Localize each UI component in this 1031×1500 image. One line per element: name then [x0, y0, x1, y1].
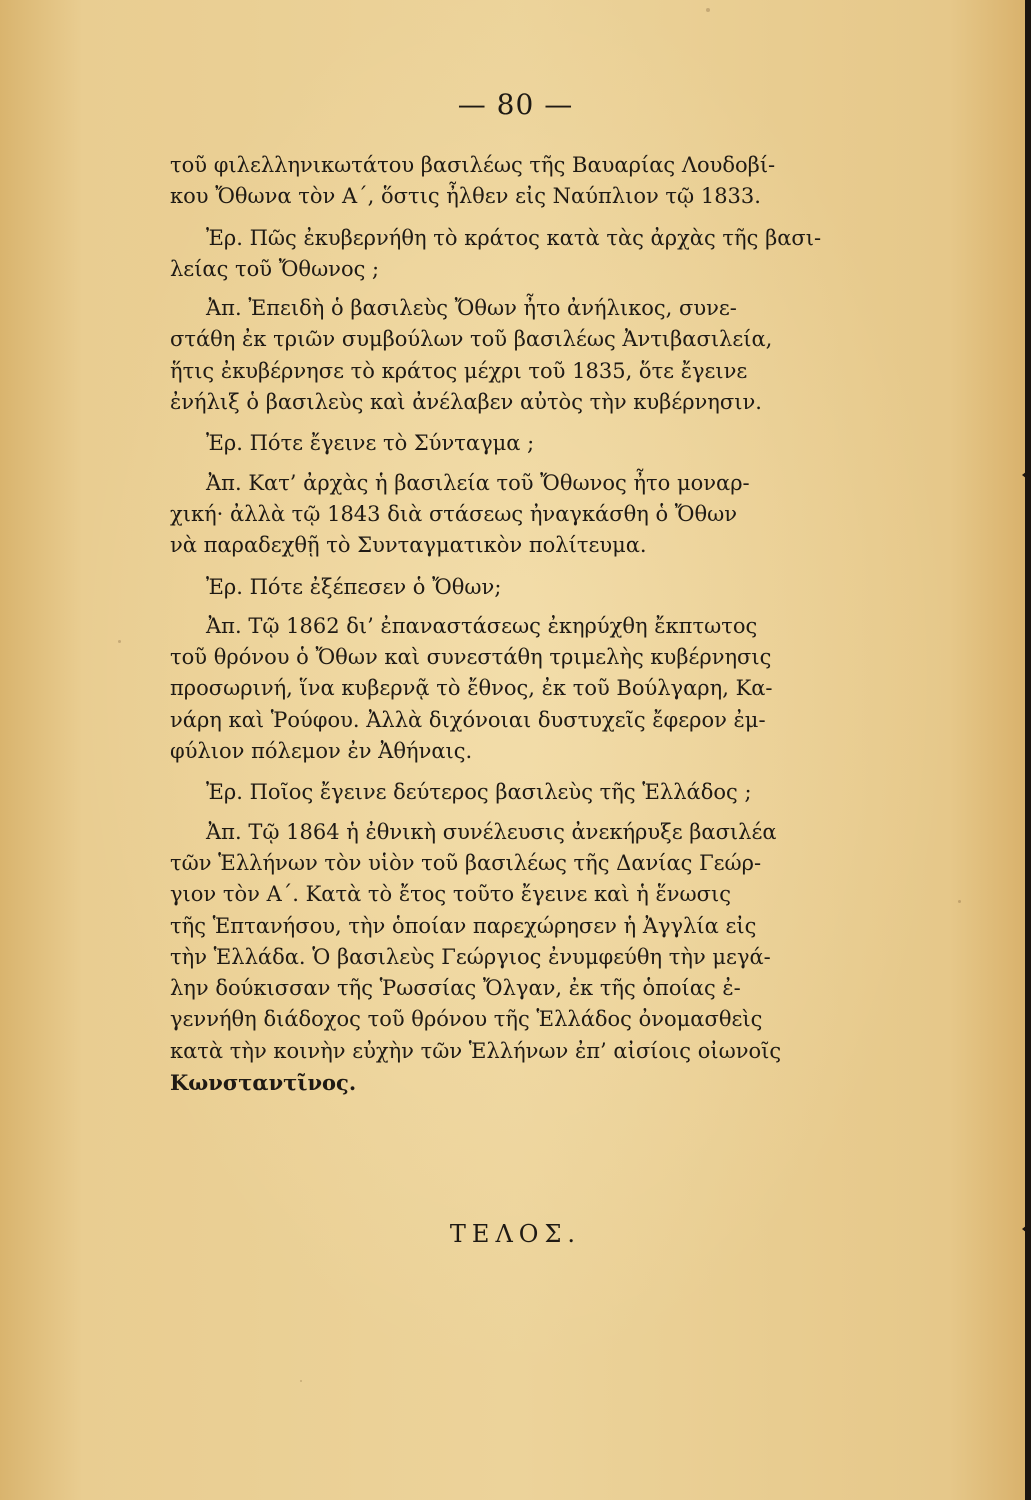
answer-2	[170, 468, 936, 499]
text-line: λείας τοῦ Ὄθωνος ;	[170, 256, 380, 281]
text-line: τοῦ φιλελληνικωτάτου βασιλέως τῆς Βαυαρίας Λουδοβί-	[170, 153, 776, 177]
question-4	[170, 777, 936, 808]
text-line: Ἀπ. Ἐπειδὴ ὁ βασιλεὺς Ὄθων ἦτο ἀνήλικος, συνε-	[206, 296, 737, 321]
text-line: τοῦ θρόνου ὁ Ὄθων καὶ συνεστάθη τριμελὴς κυβέρνησις	[170, 645, 772, 670]
text-line: φύλιον πόλεμον ἐν Ἀθήναις.	[170, 739, 473, 764]
text-line: Κωνσταντῖνος.	[170, 1070, 357, 1096]
answer-4	[170, 817, 936, 848]
intro-paragraph	[170, 150, 936, 213]
text-line: ἐνήλιξ ὁ βασιλεὺς καὶ ἀνέλαβεν αὐτὸς τὴν κυβέρνησιν.	[170, 390, 762, 415]
end-mark: ΤΕΛΟΣ.	[449, 1220, 582, 1248]
page-number: — 80 —	[457, 88, 574, 121]
answer-3-cont	[170, 642, 936, 767]
answer-3	[170, 611, 936, 642]
text-line: κατὰ τὴν κοινὴν εὐχὴν τῶν Ἑλλήνων ἐπ’ αἰσίοις οἰωνοῖς	[170, 1038, 782, 1063]
text-line: Ἐρ. Πότε ἐξέπεσεν ὁ Ὄθων;	[206, 574, 502, 599]
question-3	[170, 572, 936, 603]
edge-marker-top	[1022, 468, 1031, 482]
text-line: γεννήθη διάδοχος τοῦ θρόνου τῆς Ἑλλάδος ὀνομασθεὶς	[170, 1007, 763, 1032]
answer-1-cont	[170, 324, 936, 418]
text-line: Ἀπ. Κατ’ ἀρχὰς ἡ βασιλεία τοῦ Ὄθωνος ἦτο μοναρ-	[206, 470, 750, 495]
text-line: κου Ὄθωνα τὸν Α΄, ὅστις ἦλθεν εἰς Ναύπλιον τῷ 1833.	[170, 184, 761, 209]
text-line: τὴν Ἑλλάδα. Ὁ βασιλεὺς Γεώργιος ἐνυμφεύθη τὴν μεγά-	[170, 944, 771, 969]
text-line: νάρη καὶ Ῥούφου. Ἀλλὰ διχόνοιαι δυστυχεῖς ἔφερον ἐμ-	[170, 707, 766, 732]
text-line: προσωρινή, ἵνα κυβερνᾷ τὸ ἔθνος, ἐκ τοῦ Βούλγαρη, Κα-	[170, 676, 773, 701]
text-line: στάθη ἐκ τριῶν συμβούλων τοῦ βασιλέως Ἀντιβασιλεία,	[170, 327, 773, 352]
question-1	[170, 223, 936, 254]
text-line: ἥτις ἐκυβέρνησε τὸ κράτος μέχρι τοῦ 1835, ὅτε ἔγεινε	[170, 358, 748, 383]
text-line: Ἀπ. Τῷ 1862 δι’ ἐπαναστάσεως ἐκηρύχθη ἔκπτωτος	[206, 613, 758, 638]
text-line: τῶν Ἑλλήνων τὸν υἱὸν τοῦ βασιλέως τῆς Δανίας Γεώρ-	[170, 850, 762, 875]
answer-4-cont	[170, 848, 936, 1098]
text-line: Ἐρ. Πότε ἔγεινε τὸ Σύνταγμα ;	[206, 431, 535, 456]
question-1-cont	[170, 254, 936, 285]
text-line: γιον τὸν Α΄. Κατὰ τὸ ἔτος τοῦτο ἔγεινε καὶ ἡ ἕνωσις	[170, 882, 732, 907]
text-line: νὰ παραδεχθῇ τὸ Συνταγματικὸν πολίτευμα.	[170, 533, 647, 558]
text-line: Ἀπ. Τῷ 1864 ἡ ἐθνικὴ συνέλευσις ἀνεκήρυξε βασιλέα	[206, 819, 777, 844]
text-line: Ἐρ. Πῶς ἐκυβερνήθη τὸ κράτος κατὰ τὰς ἀρχὰς τῆς βασι-	[206, 225, 822, 250]
text-line: λην δούκισσαν τῆς Ῥωσσίας Ὄλγαν, ἐκ τῆς ὁποίας ἐ-	[170, 976, 741, 1001]
answer-1	[170, 293, 936, 324]
text-line: τῆς Ἑπτανήσου, τὴν ὁποίαν παρεχώρησεν ἡ Ἀγγλία εἰς	[170, 913, 757, 938]
page-body	[170, 150, 936, 1098]
text-line: χική· ἀλλὰ τῷ 1843 διὰ στάσεως ἠναγκάσθη ὁ Ὄθων	[170, 501, 737, 526]
answer-2-cont	[170, 499, 936, 562]
question-2	[170, 428, 936, 459]
text-line: Ἐρ. Ποῖος ἔγεινε δεύτερος βασιλεὺς τῆς Ἑλλάδος ;	[206, 780, 752, 805]
